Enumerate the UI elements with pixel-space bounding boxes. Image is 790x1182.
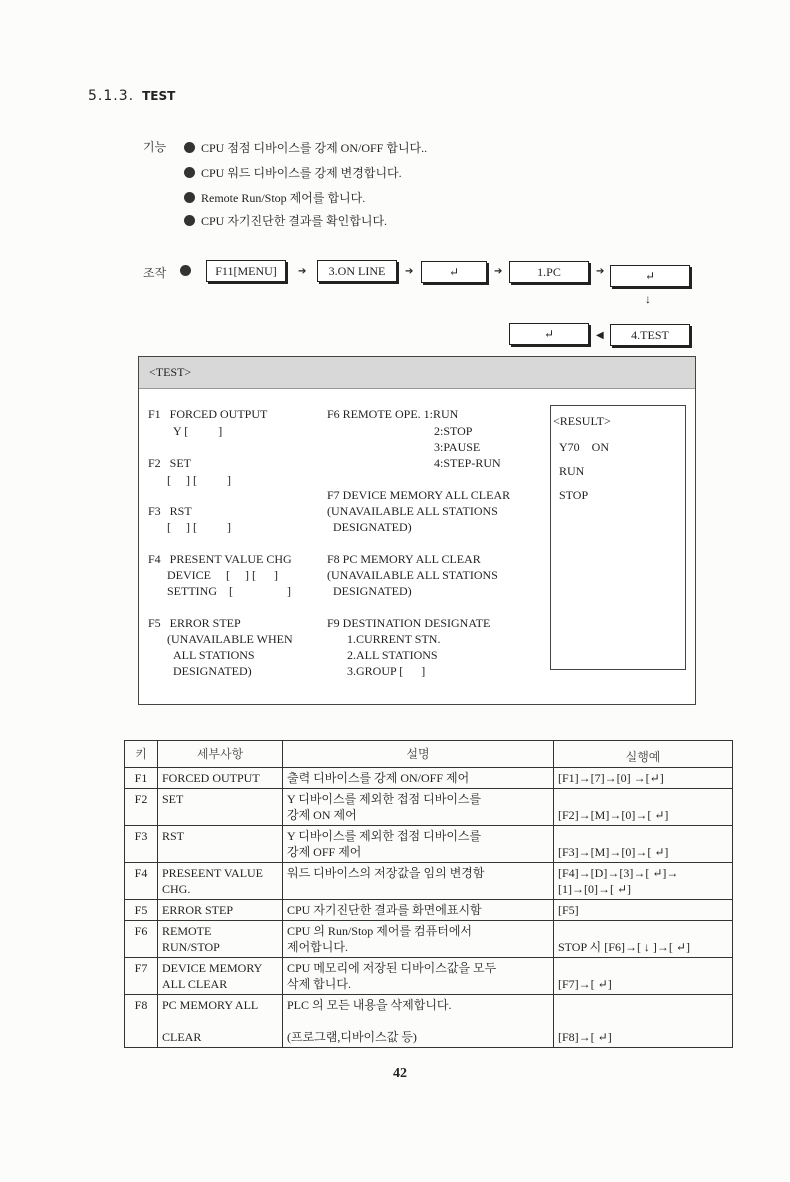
row-item-line [162, 1013, 278, 1029]
row-item [158, 900, 283, 921]
f4-device-field: DEVICE [ ] [ ] [167, 568, 278, 582]
row-description [283, 900, 554, 921]
header-item: 세부사항 [158, 741, 283, 768]
f1-forced-output: F1 FORCED OUTPUT [148, 407, 268, 421]
row-description [283, 826, 554, 863]
row-item-line: CLEAR [162, 1030, 202, 1044]
table-row [125, 921, 733, 958]
f8-note: (UNAVAILABLE ALL STATIONS [327, 568, 498, 582]
result-line: Y70 ON [559, 440, 609, 454]
f3-rst: F3 RST [148, 504, 192, 518]
panel-header: <TEST> [139, 357, 695, 389]
row-description [283, 958, 554, 995]
table-row [125, 995, 733, 1048]
row-key: F2 [125, 789, 158, 826]
row-item-line: FORCED OUTPUT [162, 771, 260, 785]
row-example [554, 768, 733, 789]
row-example [554, 958, 733, 995]
row-description-line: 삭제 합니다. [287, 977, 351, 991]
f4-present-value: F4 PRESENT VALUE CHG [148, 552, 292, 566]
row-item-line: REMOTE [162, 924, 212, 938]
row-example-line: STOP 시 [F6]→[ ↓ ]→[ ↵] [558, 940, 690, 954]
f9-option: 2.ALL STATIONS [347, 648, 438, 662]
f8-note: DESIGNATED) [333, 584, 412, 598]
row-item-line: ERROR STEP [162, 903, 234, 917]
row-example [554, 789, 733, 826]
row-item-line: SET [162, 792, 184, 806]
bullet-icon [180, 265, 191, 276]
section-title: TEST [142, 89, 176, 103]
f2-device-field: [ ] [ ] [167, 473, 231, 487]
row-example-line: [F5] [558, 903, 579, 917]
feature-item: CPU 워드 디바이스를 강제 변경합니다. [184, 164, 402, 181]
table-header-row [125, 741, 733, 768]
f1-device-field: Y [ ] [173, 424, 223, 438]
row-item-line: RST [162, 829, 185, 843]
row-description [283, 863, 554, 900]
row-item-line: ALL CLEAR [162, 977, 228, 991]
f7-note: DESIGNATED) [333, 520, 412, 534]
arrow-down-icon: ↓ [645, 292, 651, 306]
key-box-pc: 1.PC [509, 261, 589, 283]
header-key: 키 [125, 741, 158, 768]
row-example [554, 863, 733, 900]
row-description-line: 강제 ON 제어 [287, 808, 357, 822]
row-description-line: 강제 OFF 제어 [287, 845, 362, 859]
f5-note: DESIGNATED) [173, 664, 252, 678]
page-number: 42 [393, 1066, 407, 1081]
row-description [283, 995, 554, 1048]
features-label: 기능 [143, 140, 167, 154]
row-example [554, 826, 733, 863]
feature-item: CPU 점점 디바이스를 강제 ON/OFF 합니다.. [184, 139, 427, 156]
table-row [125, 958, 733, 995]
row-key: F4 [125, 863, 158, 900]
bullet-icon [184, 215, 195, 226]
row-example-line: [F4]→[D]→[3]→[ ↵]→ [558, 866, 679, 880]
row-description-line: 출력 디바이스를 강제 ON/OFF 제어 [287, 771, 470, 785]
row-key: F6 [125, 921, 158, 958]
arrow-right-icon: ➔ [596, 266, 605, 277]
row-item [158, 958, 283, 995]
row-description-line: (프로그램,디바이스값 등) [287, 1030, 417, 1044]
section-heading [88, 88, 175, 104]
section-number: 5.1.3. [88, 88, 135, 104]
row-item-line: PC MEMORY ALL [162, 998, 259, 1012]
f7-note: (UNAVAILABLE ALL STATIONS [327, 504, 498, 518]
row-item-line: RUN/STOP [162, 940, 220, 954]
f6-option: 2:STOP [434, 424, 473, 438]
row-description-line: Y 디바이스를 제외한 접점 디바이스를 [287, 829, 482, 843]
row-example-line: [F7]→[ ↵] [558, 977, 612, 991]
row-key: F5 [125, 900, 158, 921]
row-key: F3 [125, 826, 158, 863]
result-line: RUN [559, 464, 585, 478]
key-box-enter: ↵ [509, 323, 589, 345]
test-screen-panel [138, 356, 696, 705]
row-example [554, 900, 733, 921]
row-key: F7 [125, 958, 158, 995]
f7-device-memory-clear: F7 DEVICE MEMORY ALL CLEAR [327, 488, 511, 502]
header-description: 설명 [283, 741, 554, 768]
f9-option: 1.CURRENT STN. [347, 632, 441, 646]
arrow-right-icon: ➔ [494, 266, 503, 277]
row-description-line: Y 디바이스를 제외한 접점 디바이스를 [287, 792, 482, 806]
row-example [554, 921, 733, 958]
row-description-line: CPU 의 Run/Stop 제어를 컴퓨터에서 [287, 924, 473, 938]
f4-setting-field: SETTING [ ] [167, 584, 291, 598]
f6-option: 4:STEP-RUN [434, 456, 501, 470]
row-key: F8 [125, 995, 158, 1048]
row-description [283, 768, 554, 789]
result-box [550, 405, 686, 670]
f6-remote-ope: F6 REMOTE OPE. 1:RUN [327, 407, 459, 421]
row-key: F1 [125, 768, 158, 789]
row-item [158, 826, 283, 863]
f6-option: 3:PAUSE [434, 440, 481, 454]
result-line: STOP [559, 488, 589, 502]
bullet-icon [184, 167, 195, 178]
f9-option: 3.GROUP [ ] [347, 664, 426, 678]
table-row [125, 863, 733, 900]
row-example [554, 995, 733, 1048]
feature-item: Remote Run/Stop 제어를 합니다. [184, 189, 365, 206]
row-item [158, 921, 283, 958]
table-row [125, 826, 733, 863]
bullet-icon [184, 142, 195, 153]
row-item [158, 768, 283, 789]
row-example-line: [1]→[0]→[ ↵] [558, 882, 632, 896]
arrow-right-icon: ➔ [298, 266, 307, 277]
row-example-line: [F1]→[7]→[0] →[↵] [558, 771, 664, 785]
f9-destination: F9 DESTINATION DESIGNATE [327, 616, 491, 630]
f8-pc-memory-clear: F8 PC MEMORY ALL CLEAR [327, 552, 481, 566]
table-body [125, 768, 733, 1048]
header-example: 실행예 [554, 741, 733, 768]
key-box-enter: ↵ [421, 261, 487, 283]
key-box-enter: ↵ [610, 265, 690, 287]
row-description-line: 워드 디바이스의 저장값을 임의 변경함 [287, 866, 485, 880]
row-item-line: CHG. [162, 882, 191, 896]
row-example-line: [F2]→[M]→[0]→[ ↵] [558, 808, 669, 822]
row-item [158, 789, 283, 826]
row-item-line: DEVICE MEMORY [162, 961, 263, 975]
key-box-test: 4.TEST [610, 324, 690, 346]
arrow-right-icon: ➔ [405, 266, 414, 277]
row-item-line: PRESEENT VALUE [162, 866, 264, 880]
operation-label: 조작 [143, 266, 167, 280]
row-item [158, 995, 283, 1048]
row-description [283, 921, 554, 958]
key-box-menu: F11[MENU] [206, 260, 286, 282]
feature-item: CPU 자기진단한 결과를 확인합니다. [184, 212, 387, 229]
f2-set: F2 SET [148, 456, 192, 470]
function-key-table [124, 740, 733, 1048]
key-box-online: 3.ON LINE [317, 260, 397, 282]
f5-error-step: F5 ERROR STEP [148, 616, 241, 630]
table-row [125, 768, 733, 789]
row-description [283, 789, 554, 826]
arrow-left-icon: ◀ [596, 330, 604, 341]
result-title: <RESULT> [553, 414, 611, 428]
row-description-line: 제어합니다. [287, 940, 348, 954]
f5-note: (UNAVAILABLE WHEN [167, 632, 293, 646]
table-row [125, 900, 733, 921]
row-description-line: PLC 의 모든 내용을 삭제합니다. [287, 998, 452, 1012]
f5-note: ALL STATIONS [173, 648, 255, 662]
row-description-line [287, 1013, 549, 1029]
bullet-icon [184, 192, 195, 203]
f3-device-field: [ ] [ ] [167, 520, 231, 534]
table-row [125, 789, 733, 826]
row-item [158, 863, 283, 900]
row-description-line: CPU 메모리에 저장된 디바이스값을 모두 [287, 961, 497, 975]
row-example-line: [F8]→[ ↵] [558, 1030, 612, 1044]
row-description-line: CPU 자기진단한 결과를 화면에표시함 [287, 903, 482, 917]
row-example-line: [F3]→[M]→[0]→[ ↵] [558, 845, 669, 859]
